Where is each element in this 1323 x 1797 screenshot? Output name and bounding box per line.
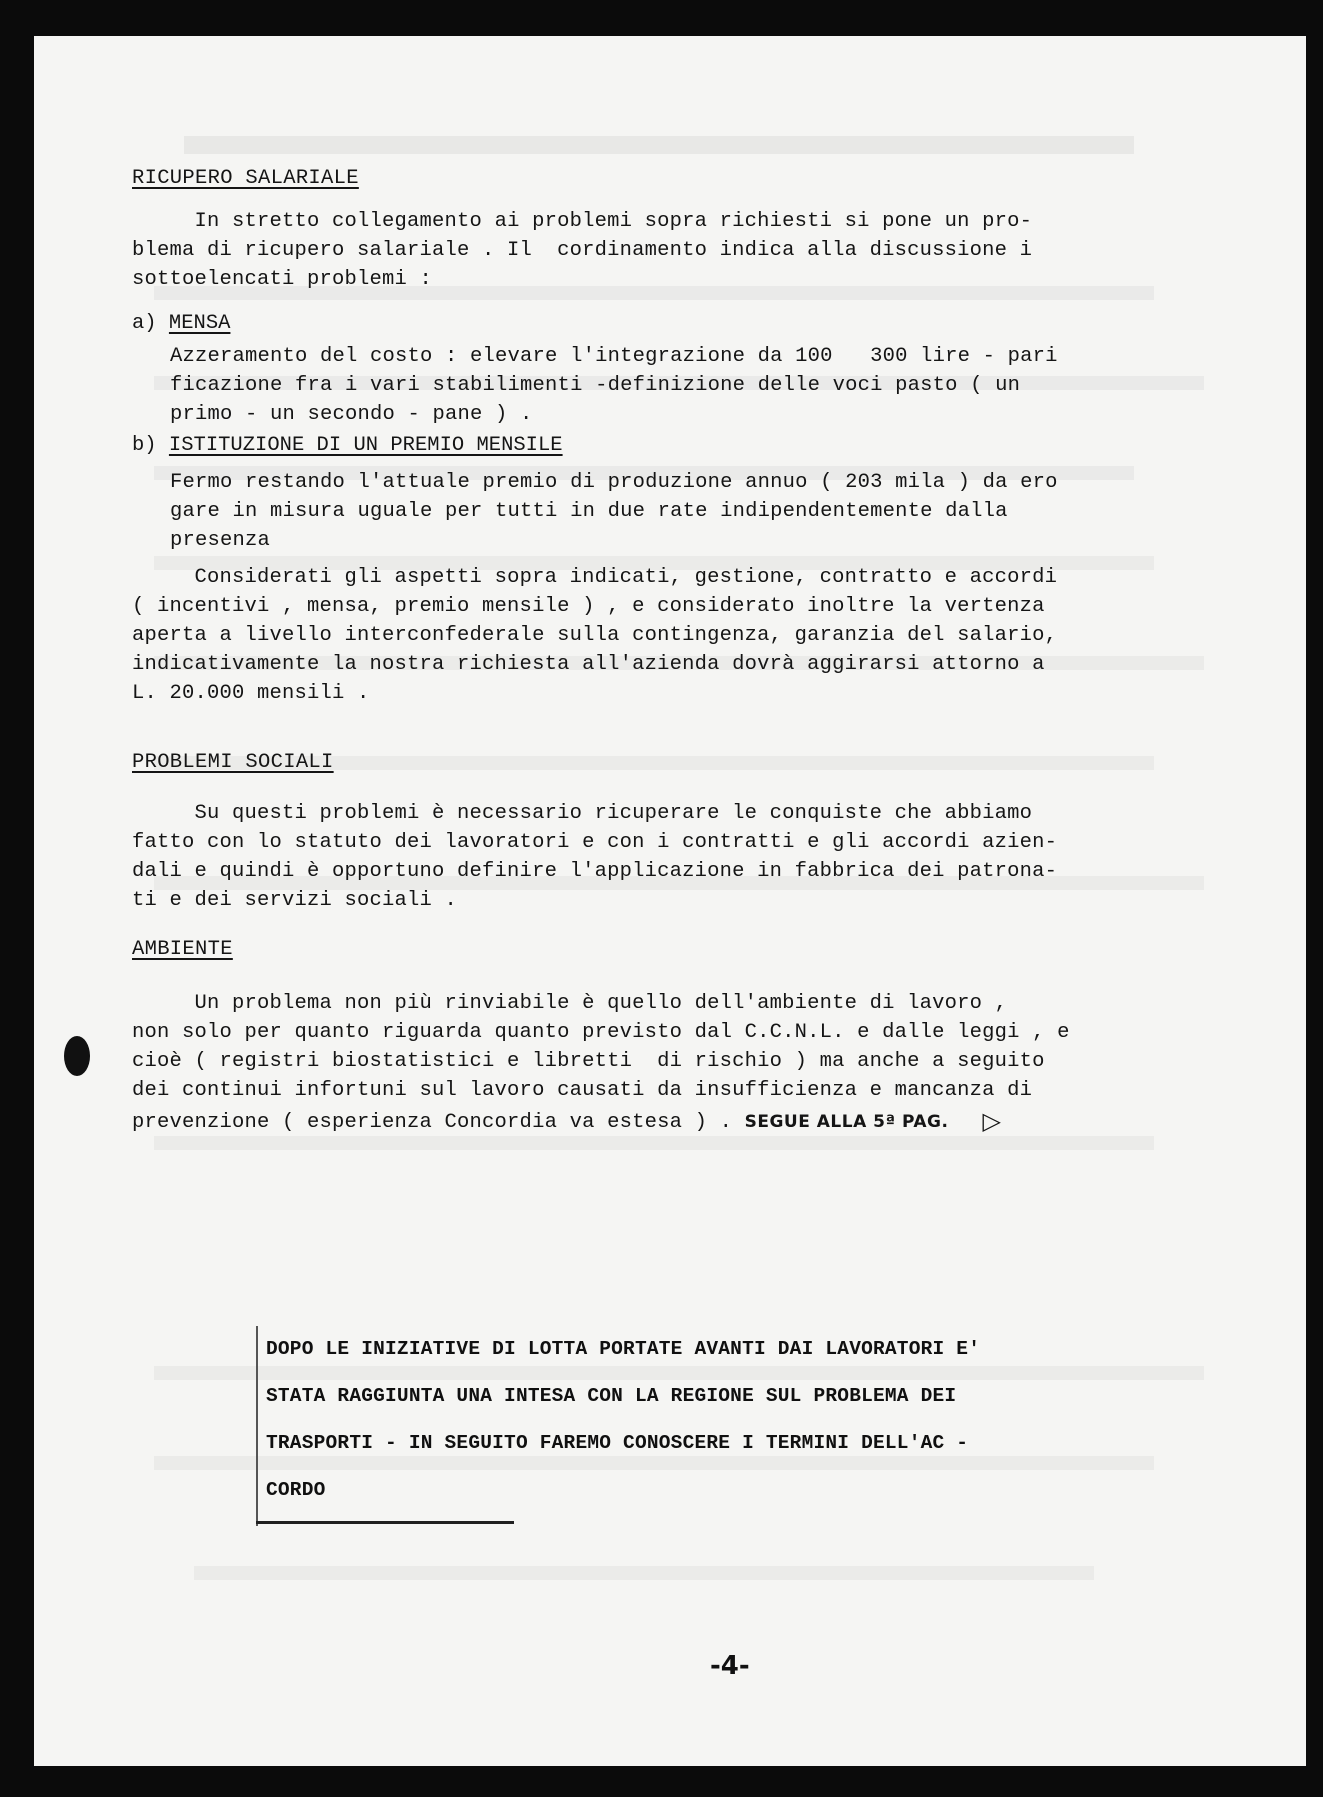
mensa-title-line	[132, 309, 1262, 338]
arrow-right-icon: ▷	[982, 1107, 1002, 1135]
ambiente-line-1: Un problema non più rinviabile è quello dell'ambiente di lavoro ,	[132, 992, 1008, 1015]
notice-box-border	[256, 1326, 258, 1526]
sociali-line-3: dali e quindi è opportuno definire l'applicazione in fabbrica dei patrona-	[132, 860, 1058, 883]
mensa-line-1: Azzeramento del costo : elevare l'integrazione da 100 300 lire - pari	[170, 345, 1058, 368]
heading-ambiente: AMBIENTE	[132, 938, 233, 961]
premio-line-2: gare in misura uguale per tutti in due rate indipendentemente dalla	[170, 500, 1008, 523]
premio-marker: b)	[132, 434, 157, 457]
notice-line-1: DOPO LE INIZIATIVE DI LOTTA PORTATE AVANTI DAI LAVORATORI E'	[266, 1338, 981, 1360]
ink-blot	[64, 1036, 90, 1076]
sociali-line-1: Su questi problemi è necessario ricuperare le conquiste che abbiamo	[132, 802, 1033, 825]
notice-box	[266, 1326, 1236, 1514]
premio-line-3: presenza	[170, 529, 271, 552]
premio-title: ISTITUZIONE DI UN PREMIO MENSILE	[168, 434, 563, 457]
handwritten-note: SEGUE ALLA 5ª PAG.	[744, 1112, 949, 1132]
page-number: -4-	[710, 1651, 750, 1681]
document-page	[34, 36, 1306, 1766]
notice-line-3: TRASPORTI - IN SEGUITO FAREMO CONOSCERE I TERMINI DELL'AC -	[266, 1432, 969, 1454]
considerati-line-5: L. 20.000 mensili .	[132, 682, 370, 705]
document-body	[132, 164, 1262, 1137]
considerati-line-2: ( incentivi , mensa, premio mensile ) , e considerato inoltre la vertenza	[132, 595, 1045, 618]
notice-underline	[256, 1521, 514, 1524]
ambiente-line-4: dei continui infortuni sul lavoro causati da insufficienza e mancanza di	[132, 1079, 1033, 1102]
intro-line-2: blema di ricupero salariale . Il cordinamento indica alla discussione i	[132, 239, 1033, 262]
considerati-line-1: Considerati gli aspetti sopra indicati, gestione, contratto e accordi	[132, 566, 1058, 589]
mensa-marker: a)	[132, 312, 157, 335]
intro-line-3: sottoelencati problemi :	[132, 268, 433, 291]
mensa-title: MENSA	[168, 312, 231, 335]
ambiente-line-3: cioè ( registri biostatistici e libretti di rischio ) ma anche a seguito	[132, 1050, 1045, 1073]
heading-problemi-sociali: PROBLEMI SOCIALI	[132, 751, 334, 774]
premio-line-1: Fermo restando l'attuale premio di produzione annuo ( 203 mila ) da ero	[170, 471, 1058, 494]
ambiente-last-line: prevenzione ( esperienza Concordia va estesa ) .	[132, 1111, 733, 1134]
heading-ricupero-salariale: RICUPERO SALARIALE	[132, 167, 359, 190]
mensa-line-2: ficazione fra i vari stabilimenti -definizione delle voci pasto ( un	[170, 374, 1021, 397]
intro-line-1: In stretto collegamento ai problemi sopra richiesti si pone un pro-	[132, 210, 1033, 233]
notice-line-4: CORDO	[266, 1479, 326, 1501]
ambiente-line-2: non solo per quanto riguarda quanto previsto dal C.C.N.L. e dalle leggi , e	[132, 1021, 1070, 1044]
premio-title-line	[132, 431, 1262, 460]
mensa-line-3: primo - un secondo - pane ) .	[170, 403, 533, 426]
notice-line-2: STATA RAGGIUNTA UNA INTESA CON LA REGIONE SUL PROBLEMA DEI	[266, 1385, 957, 1407]
sociali-line-2: fatto con lo statuto dei lavoratori e con i contratti e gli accordi azien-	[132, 831, 1058, 854]
considerati-line-3: aperta a livello interconfederale sulla contingenza, garanzia del salario,	[132, 624, 1058, 647]
ambiente-line-5	[132, 1107, 1262, 1137]
considerati-line-4: indicativamente la nostra richiesta all'azienda dovrà aggirarsi attorno a	[132, 653, 1045, 676]
sociali-line-4: ti e dei servizi sociali .	[132, 889, 458, 912]
